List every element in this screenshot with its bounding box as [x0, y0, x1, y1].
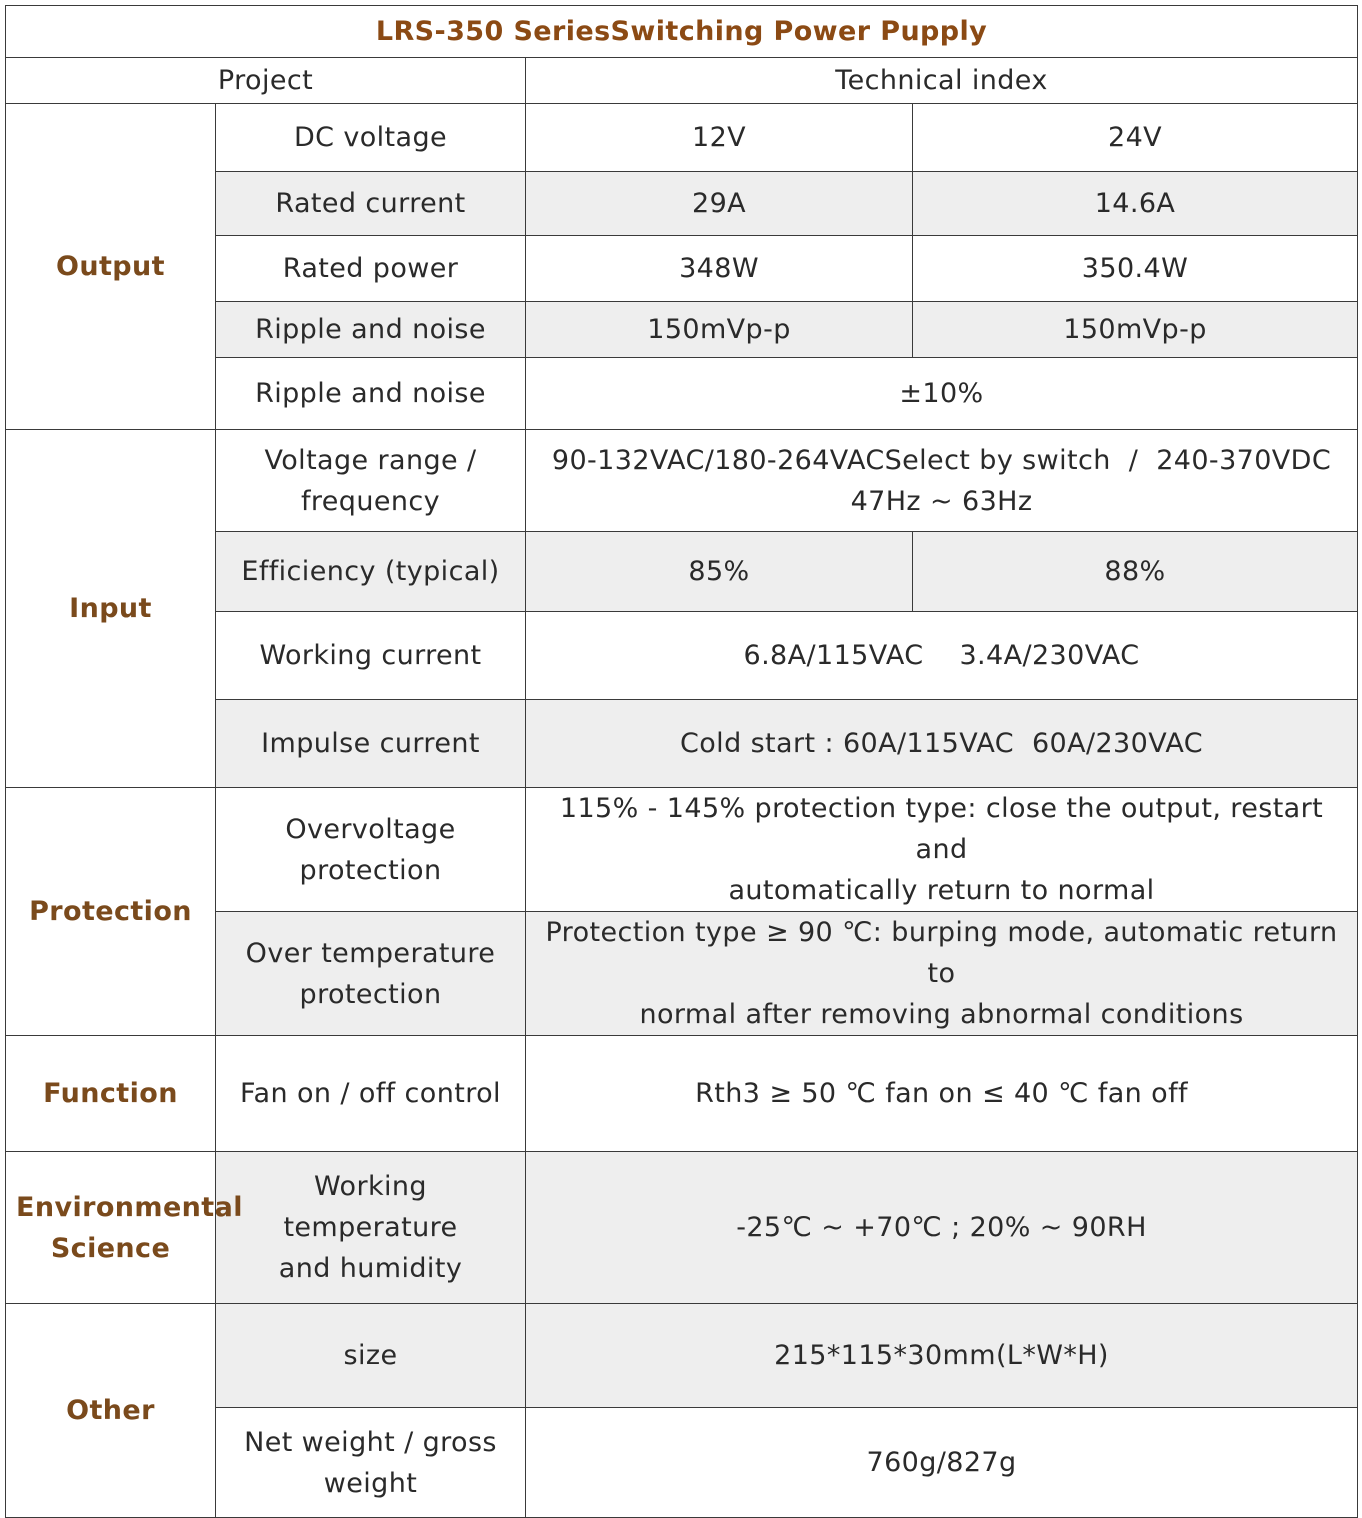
value-efficiency-12v: 85%	[526, 532, 913, 612]
value-temp-humidity: -25℃ ~ +70℃ ; 20% ~ 90RH	[526, 1152, 1358, 1304]
value-voltage-range-line2: 47Hz ~ 63Hz	[850, 485, 1033, 517]
value-over-temperature-line1: Protection type ≥ 90 ℃: burping mode, automatic return to	[545, 917, 1338, 989]
value-dc-voltage-24v: 24V	[913, 104, 1358, 172]
header-row	[6, 58, 1358, 104]
value-rated-current-12v: 29A	[526, 172, 913, 236]
param-rated-current: Rated current	[216, 172, 526, 236]
value-efficiency-24v: 88%	[913, 532, 1358, 612]
param-impulse-current: Impulse current	[216, 700, 526, 788]
param-overvoltage-line1: Overvoltage	[285, 813, 456, 845]
value-over-temperature-line2: normal after removing abnormal conditions	[639, 999, 1244, 1030]
value-voltage-range	[526, 430, 1358, 532]
value-ripple-noise-12v: 150mVp-p	[526, 302, 913, 358]
spec-sheet	[5, 5, 1358, 1518]
value-rated-power-24v: 350.4W	[913, 236, 1358, 302]
row-temp-humidity	[6, 1152, 1358, 1304]
value-impulse-current: Cold start : 60A/115VAC 60A/230VAC	[526, 700, 1358, 788]
spec-table	[5, 5, 1358, 1518]
category-input: Input	[6, 430, 216, 788]
param-size: size	[216, 1304, 526, 1408]
value-ripple-noise-tolerance: ±10%	[526, 358, 1358, 430]
param-efficiency: Efficiency (typical)	[216, 532, 526, 612]
param-rated-power: Rated power	[216, 236, 526, 302]
table-title: LRS-350 SeriesSwitching Power Pupply	[6, 6, 1358, 58]
value-overvoltage-line2: automatically return to normal	[728, 875, 1155, 906]
header-project: Project	[6, 58, 526, 104]
value-dc-voltage-12v: 12V	[526, 104, 913, 172]
param-ripple-noise: Ripple and noise	[216, 302, 526, 358]
row-size	[6, 1304, 1358, 1408]
param-voltage-range	[216, 430, 526, 532]
category-protection: Protection	[6, 788, 216, 1036]
value-ripple-noise-24v: 150mVp-p	[913, 302, 1358, 358]
value-over-temperature	[526, 912, 1358, 1036]
category-function: Function	[6, 1036, 216, 1152]
param-weight	[216, 1408, 526, 1518]
value-working-current: 6.8A/115VAC 3.4A/230VAC	[526, 612, 1358, 700]
param-fan-control: Fan on / off control	[216, 1036, 526, 1152]
param-temp-humidity	[216, 1152, 526, 1304]
value-voltage-range-line1: 90-132VAC/180-264VACSelect by switch / 240-370VDC	[551, 444, 1332, 476]
category-output: Output	[6, 104, 216, 430]
value-fan-control: Rth3 ≥ 50 ℃ fan on ≤ 40 ℃ fan off	[526, 1036, 1358, 1152]
value-size: 215*115*30mm(L*W*H)	[526, 1304, 1358, 1408]
param-over-temperature-line1: Over temperature	[245, 937, 496, 969]
header-technical-index: Technical index	[526, 58, 1358, 104]
row-dc-voltage	[6, 104, 1358, 172]
category-other: Other	[6, 1304, 216, 1518]
category-environmental-line1: Environmental	[16, 1191, 243, 1223]
param-weight-line2: weight	[323, 1467, 418, 1499]
param-overvoltage	[216, 788, 526, 912]
param-temp-humidity-line2: and humidity	[278, 1253, 463, 1284]
value-rated-power-12v: 348W	[526, 236, 913, 302]
param-dc-voltage: DC voltage	[216, 104, 526, 172]
param-working-current: Working current	[216, 612, 526, 700]
param-overvoltage-line2: protection	[299, 854, 442, 886]
param-over-temperature-line2: protection	[299, 978, 442, 1010]
param-over-temperature	[216, 912, 526, 1036]
category-environmental	[6, 1152, 243, 1304]
category-environmental-line2: Science	[50, 1232, 171, 1264]
param-ripple-noise-tolerance: Ripple and noise	[216, 358, 526, 430]
param-temp-humidity-line1: Working temperature	[283, 1171, 458, 1243]
param-weight-line1: Net weight / gross	[244, 1426, 497, 1458]
row-overvoltage	[6, 788, 1358, 912]
title-row	[6, 6, 1358, 58]
value-rated-current-24v: 14.6A	[913, 172, 1358, 236]
row-voltage-range	[6, 430, 1358, 532]
value-overvoltage	[526, 788, 1358, 912]
value-weight: 760g/827g	[526, 1408, 1358, 1518]
value-overvoltage-line1: 115% - 145% protection type: close the output, restart and	[559, 793, 1324, 865]
param-voltage-range-line1: Voltage range /	[264, 444, 477, 476]
row-fan-control	[6, 1036, 1358, 1152]
param-voltage-range-line2: frequency	[300, 485, 441, 517]
